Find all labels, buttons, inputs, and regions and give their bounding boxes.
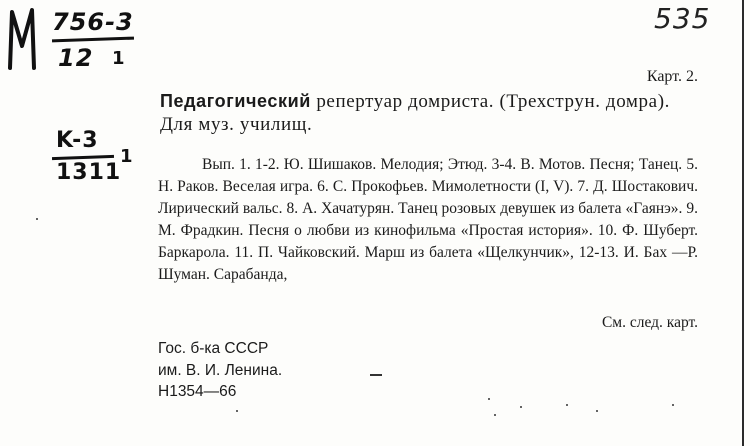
handwritten-tick: 1 [120,146,133,167]
card-edge [742,0,744,446]
library-line-2: им. В. И. Ленина. [158,361,283,379]
card-body [158,154,698,286]
speck [520,406,522,408]
continued-note: См. след. карт. [601,314,698,331]
handwritten-code-1: 756-3 [52,8,134,36]
handwritten-mark [4,6,40,72]
speck [488,398,490,400]
handwritten-tick: 1 [112,48,125,69]
speck [236,410,238,412]
handwritten-fraction-bar [52,37,134,43]
handwritten-code-4: 1311 [56,160,122,185]
handwritten-page-number: 535 [654,2,711,35]
library-code: Н1354—66 [158,383,237,400]
handwritten-code-2: 12 [58,44,94,72]
body-text: Вып. 1. 1-2. Ю. Шишаков. Мелодия; Этюд. 3-4. В. Мотов. Песня; Танец. 5. Н. Раков. Веселая игра. 6. С. Прокофьев. Мимолетности (I, V). 7. Д. Шостакович. Лирический вальс. 8. А. Хачатурян. Танец розовых девушек из балета «Гаянэ». 9. М. Фрадкин. Песня о любви из кинофильма «Простая история». 10. Ф. Шуберт. Баркарола. 11. П. Чайковский. Марш из балета «Щелкунчик», 12-13. И. Бах —Р. Шуман. Сарабанда, [158,156,698,283]
handwritten-code-3: K-3 [56,128,99,153]
library-block [158,338,282,403]
speck [672,404,674,406]
card-number: Карт. 2. [646,68,698,85]
speck [36,218,38,220]
card-title [160,90,700,136]
title-bold: Педагогический [160,91,311,111]
speck [494,414,496,416]
speck [596,410,598,412]
speck [566,404,568,406]
library-line-1: Гос. б-ка СССР [158,340,269,357]
title-rest: репертуар домриста. (Трехструн. домра). Для муз. училищ. [160,91,670,135]
stray-mark [370,374,382,376]
